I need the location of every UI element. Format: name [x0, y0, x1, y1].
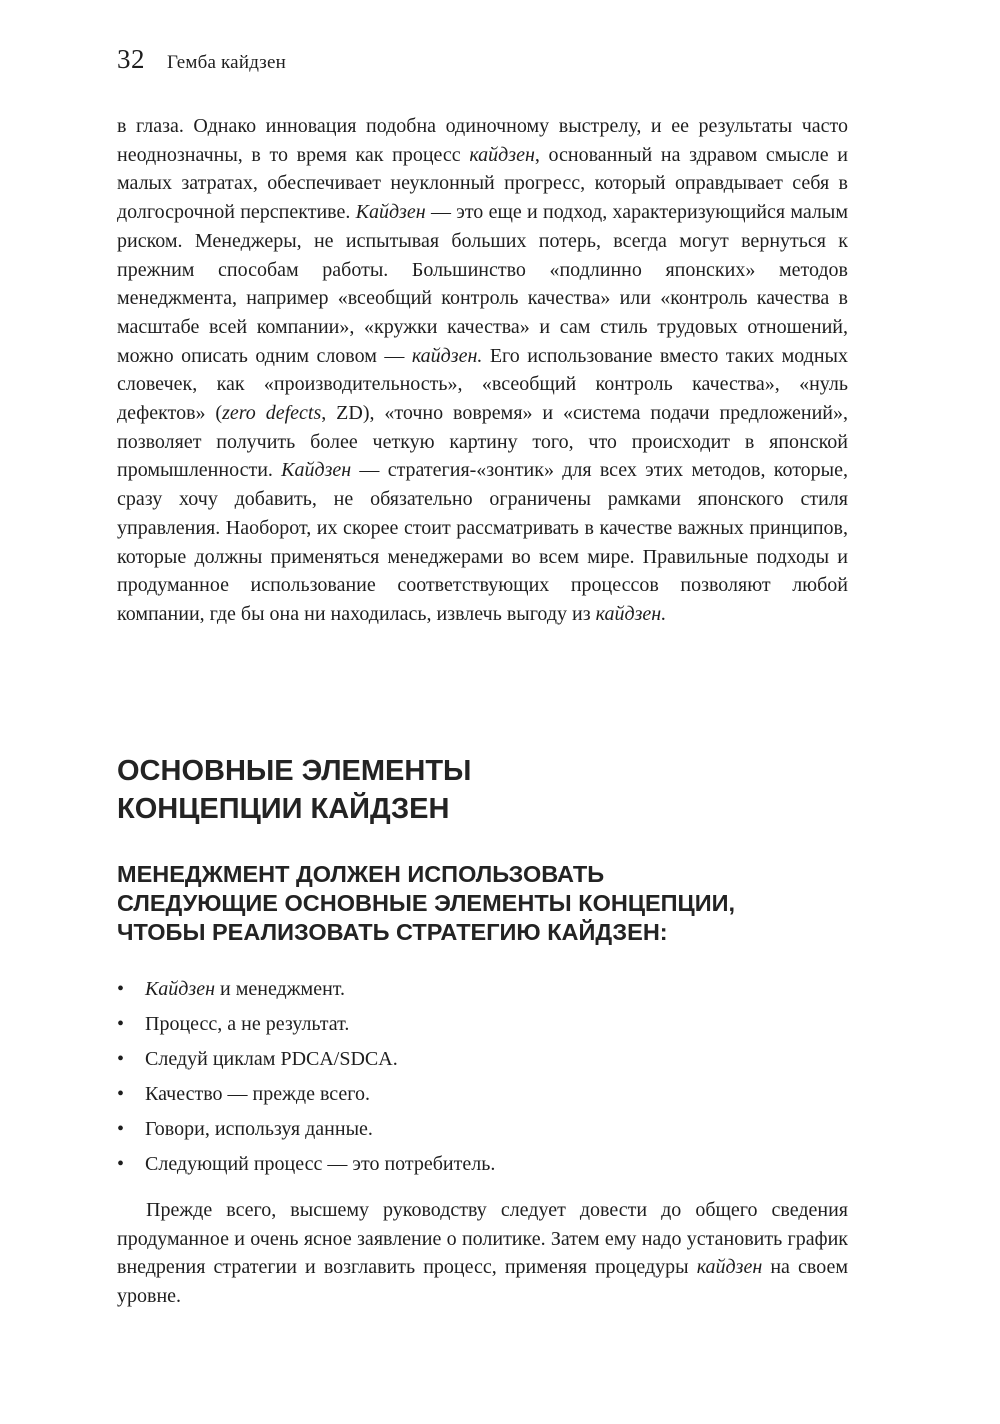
- list-item-text: [145, 1013, 349, 1035]
- bullet: •: [117, 1013, 125, 1035]
- text-run: , ZD), «точно вовремя» и «система подачи предложений», позволяет получить более четкую картину того, что происходит в японской промышленности.: [117, 402, 849, 482]
- bullet: •: [117, 1083, 125, 1105]
- text-run: Следуй циклам PDCA/SDCA.: [145, 1048, 398, 1070]
- list-item: [117, 1077, 848, 1112]
- subsection-heading-line: ЧТОБЫ РЕАЛИЗОВАТЬ СТРАТЕГИЮ КАЙДЗЕН:: [117, 919, 668, 945]
- section-heading-line: КОНЦЕПЦИИ КАЙДЗЕН: [117, 793, 450, 825]
- running-title: Гемба кайдзен: [167, 52, 286, 73]
- list-item: [117, 1147, 848, 1182]
- page-number: 32: [117, 44, 145, 74]
- bullet: •: [117, 1153, 125, 1175]
- text-run: — стратегия-«зонтик» для всех этих методов, которые, сразу хочу добавить, не обязательно ограничены рамками японского стиля управления. Наоборот, их скорее стоит рассматривать в качестве важных принципов, которые должны применяться менеджерами во всем мире. Правильные подходы и продуманное использование соответствующих процессов позволяют любой компании, где бы она ни находилась, извлечь выгоду из: [117, 459, 848, 625]
- list-item: [117, 972, 848, 1007]
- list-item-text: [145, 1048, 398, 1070]
- italic-text: Кайдзен: [145, 978, 215, 1000]
- text-run: Следующий процесс — это потребитель.: [145, 1153, 496, 1175]
- bullet: •: [117, 1118, 125, 1140]
- subsection-heading-line: МЕНЕДЖМЕНТ ДОЛЖЕН ИСПОЛЬЗОВАТЬ: [117, 861, 605, 887]
- italic-text: Кайдзен: [281, 459, 352, 482]
- subsection-heading-line: СЛЕДУЮЩИЕ ОСНОВНЫЕ ЭЛЕМЕНТЫ КОНЦЕПЦИИ,: [117, 890, 736, 916]
- list-item-text: [145, 1083, 370, 1105]
- text-run: Процесс, а не результат.: [145, 1013, 350, 1035]
- text-run: Говори, используя данные.: [145, 1118, 373, 1140]
- section-heading: [117, 752, 848, 828]
- bullet: •: [117, 1048, 125, 1070]
- list-item: [117, 1112, 848, 1147]
- list-item: [117, 1007, 848, 1042]
- text-run: — это еще и подход, характеризующийся малым риском. Менеджеры, не испытывая больших потерь, всегда могут вернуться к прежним способам работы. Большинство «подлинно японских» методов менеджмента, например «всеобщий контроль качества» или «контроль качества в масштабе всей компании», «кружки качества» и сам стиль трудовых отношений, можно описать одним словом —: [117, 201, 848, 367]
- text-run: , основанный на здравом смысле и малых затратах, обеспечивает неуклонный прогресс, который оправдывает себя в долгосрочной перспективе.: [117, 143, 848, 224]
- text-run: и менеджмент.: [215, 978, 346, 1000]
- list-item-text: [145, 1118, 373, 1140]
- italic-text: zero defects: [222, 402, 322, 425]
- text-run: Прежде всего, высшему руководству следует довести до общего сведения продуманное и очень ясное заявление о политике. Затем ему надо установить график внедрения стратегии и возглавить процесс, применяя процедуры: [117, 1199, 848, 1279]
- italic-text: кайдзен.: [595, 602, 667, 625]
- text-run: Качество — прежде всего.: [145, 1083, 370, 1105]
- page-header: [117, 44, 286, 84]
- list-item-text: [145, 1153, 495, 1175]
- paragraph-2: [117, 1196, 848, 1311]
- text-run: Его использование вместо таких модных словечек, как «производительность», «всеобщий контроль качества», «нуль дефектов» (: [117, 344, 848, 425]
- list-item-text: [145, 978, 345, 1000]
- section-heading-line: ОСНОВНЫЕ ЭЛЕМЕНТЫ: [117, 755, 472, 787]
- paragraph-1: [117, 112, 848, 629]
- bullet: •: [117, 978, 125, 1000]
- italic-text: Кайдзен: [355, 201, 426, 224]
- text-run: в глаза. Однако инновация подобна одиночному выстрелу, и ее результаты часто неоднозначны, в то время как процесс: [117, 115, 848, 166]
- subsection-heading: [117, 860, 877, 947]
- italic-text: кайдзен: [696, 1256, 763, 1279]
- elements-list: [117, 972, 848, 1182]
- italic-text: кайдзен.: [411, 344, 483, 367]
- italic-text: кайдзен: [469, 143, 535, 166]
- text-run: на своем уровне.: [117, 1256, 848, 1308]
- list-item: [117, 1042, 848, 1077]
